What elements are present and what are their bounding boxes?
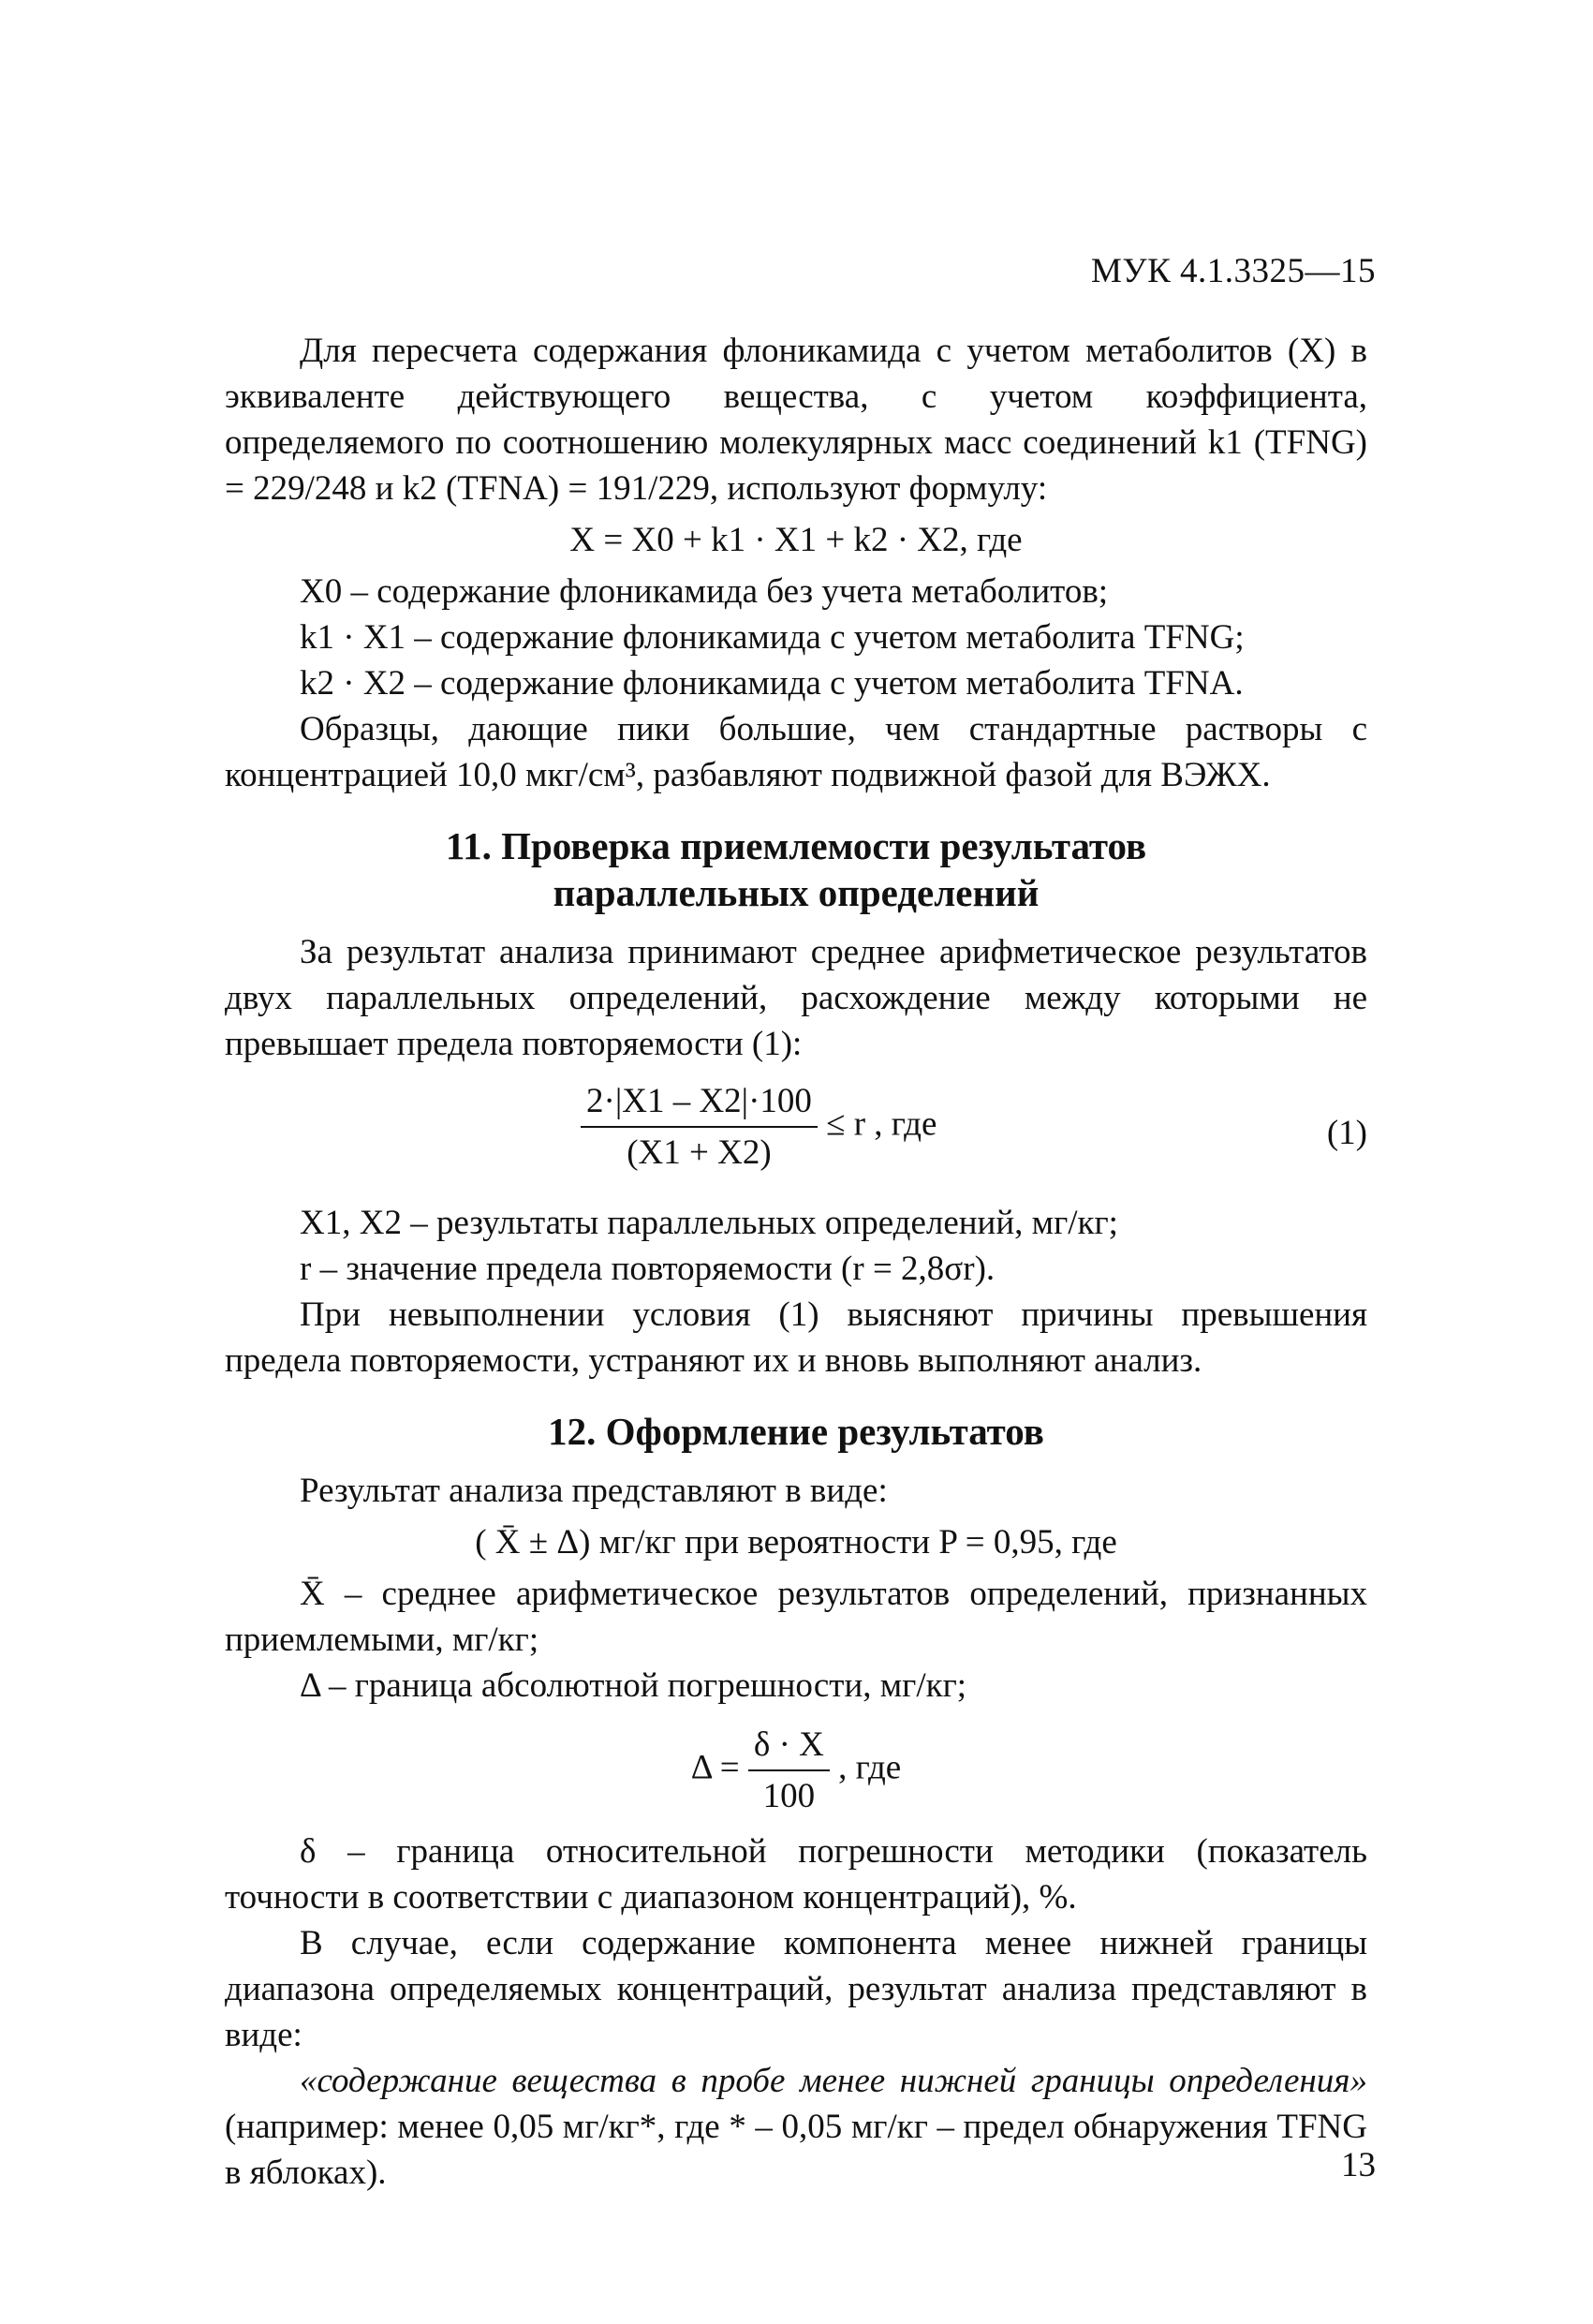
document-code-header: МУК 4.1.3325—15	[1090, 252, 1376, 290]
equation-numerator: 2·|X1 – X2|·100	[581, 1078, 818, 1128]
delta-equation	[225, 1722, 1367, 1819]
equation-denominator: (X1 + X2)	[627, 1133, 772, 1172]
lower-limit-phrase: «содержание вещества в пробе менее нижней границы определения»	[300, 2062, 1367, 2100]
lower-limit-example	[225, 2058, 1367, 2196]
equation-number: (1)	[1326, 1114, 1367, 1152]
page-number: 13	[1341, 2146, 1376, 2184]
page-content	[225, 328, 1367, 2196]
delta-numerator: δ · X	[748, 1722, 830, 1771]
definition-k1x1: k1 · X1 – содержание флоникамида с учетом метаболита TFNG;	[300, 618, 1245, 657]
section-11-heading	[225, 822, 1367, 916]
intro-formula: X = X0 + k1 · X1 + k2 · X2, где	[569, 521, 1023, 559]
section-11-closing-paragraph: При невыполнении условия (1) выясняют причины превышения предела повторяемости, устраняют их и вновь выполняют анализ.	[225, 1295, 1367, 1380]
definition-x-mean: X̄ – среднее арифметическое результатов определений, признанных приемлемыми, мг/кг;	[225, 1575, 1367, 1659]
section-11-paragraph: За результат анализа принимают среднее арифметическое результатов двух параллельных определений, расхождение между которыми не превышает предела повторяемости (1):	[225, 933, 1367, 1063]
section-12-intro: Результат анализа представляют в виде:	[300, 1472, 888, 1510]
result-form: ( X̄ ± Δ) мг/кг при вероятности P = 0,95, где	[475, 1523, 1117, 1562]
definition-r: r – значение предела повторяемости (r = 2,8σr).	[300, 1250, 996, 1288]
equation-rhs: ≤ r , где	[826, 1104, 937, 1144]
definition-delta-relative: δ – граница относительной погрешности методики (показатель точности в соответствии с диапазоном концентраций), %.	[225, 1832, 1367, 1917]
equation-fraction	[581, 1078, 818, 1176]
section-11-title-line2: параллельных определений	[553, 871, 1040, 914]
definition-delta: Δ – граница абсолютной погрешности, мг/кг;	[300, 1666, 967, 1705]
definition-x0: X0 – содержание флоникамида без учета метаболитов;	[300, 572, 1109, 611]
intro-paragraph: Для пересчета содержания флоникамида с учетом метаболитов (X) в эквиваленте действующего вещества, с учетом коэффициента, определяемого по соотношению молекулярных масс соединений k1 (TFNG) = 229/248 и k2 (TFNA) = 191/229, используют формулу:	[225, 332, 1367, 508]
dilution-paragraph: Образцы, дающие пики большие, чем стандартные растворы с концентрацией 10,0 мкг/см³, разбавляют подвижной фазой для ВЭЖХ.	[225, 710, 1367, 794]
lower-limit-paragraph: В случае, если содержание компонента менее нижней границы диапазона определяемых концентраций, результат анализа представляют в виде:	[225, 1924, 1367, 2054]
section-11-title-line1: 11. Проверка приемлемости результатов	[445, 824, 1147, 867]
definition-x1-x2: X1, X2 – результаты параллельных определений, мг/кг;	[300, 1204, 1118, 1242]
delta-denominator: 100	[762, 1777, 816, 1815]
delta-lhs: Δ =	[690, 1748, 740, 1787]
delta-fraction	[748, 1722, 830, 1819]
lower-limit-example-rest: (например: менее 0,05 мг/кг*, где * – 0,05 мг/кг – предел обнаружения TFNG в яблоках).	[225, 2108, 1367, 2192]
definition-k2x2: k2 · X2 – содержание флоникамида с учетом метаболита TFNA.	[300, 664, 1244, 703]
delta-rhs: , где	[838, 1748, 902, 1787]
equation-body	[581, 1078, 937, 1176]
section-12-heading: 12. Оформление результатов	[548, 1410, 1044, 1453]
repeatability-equation	[225, 1078, 1367, 1191]
